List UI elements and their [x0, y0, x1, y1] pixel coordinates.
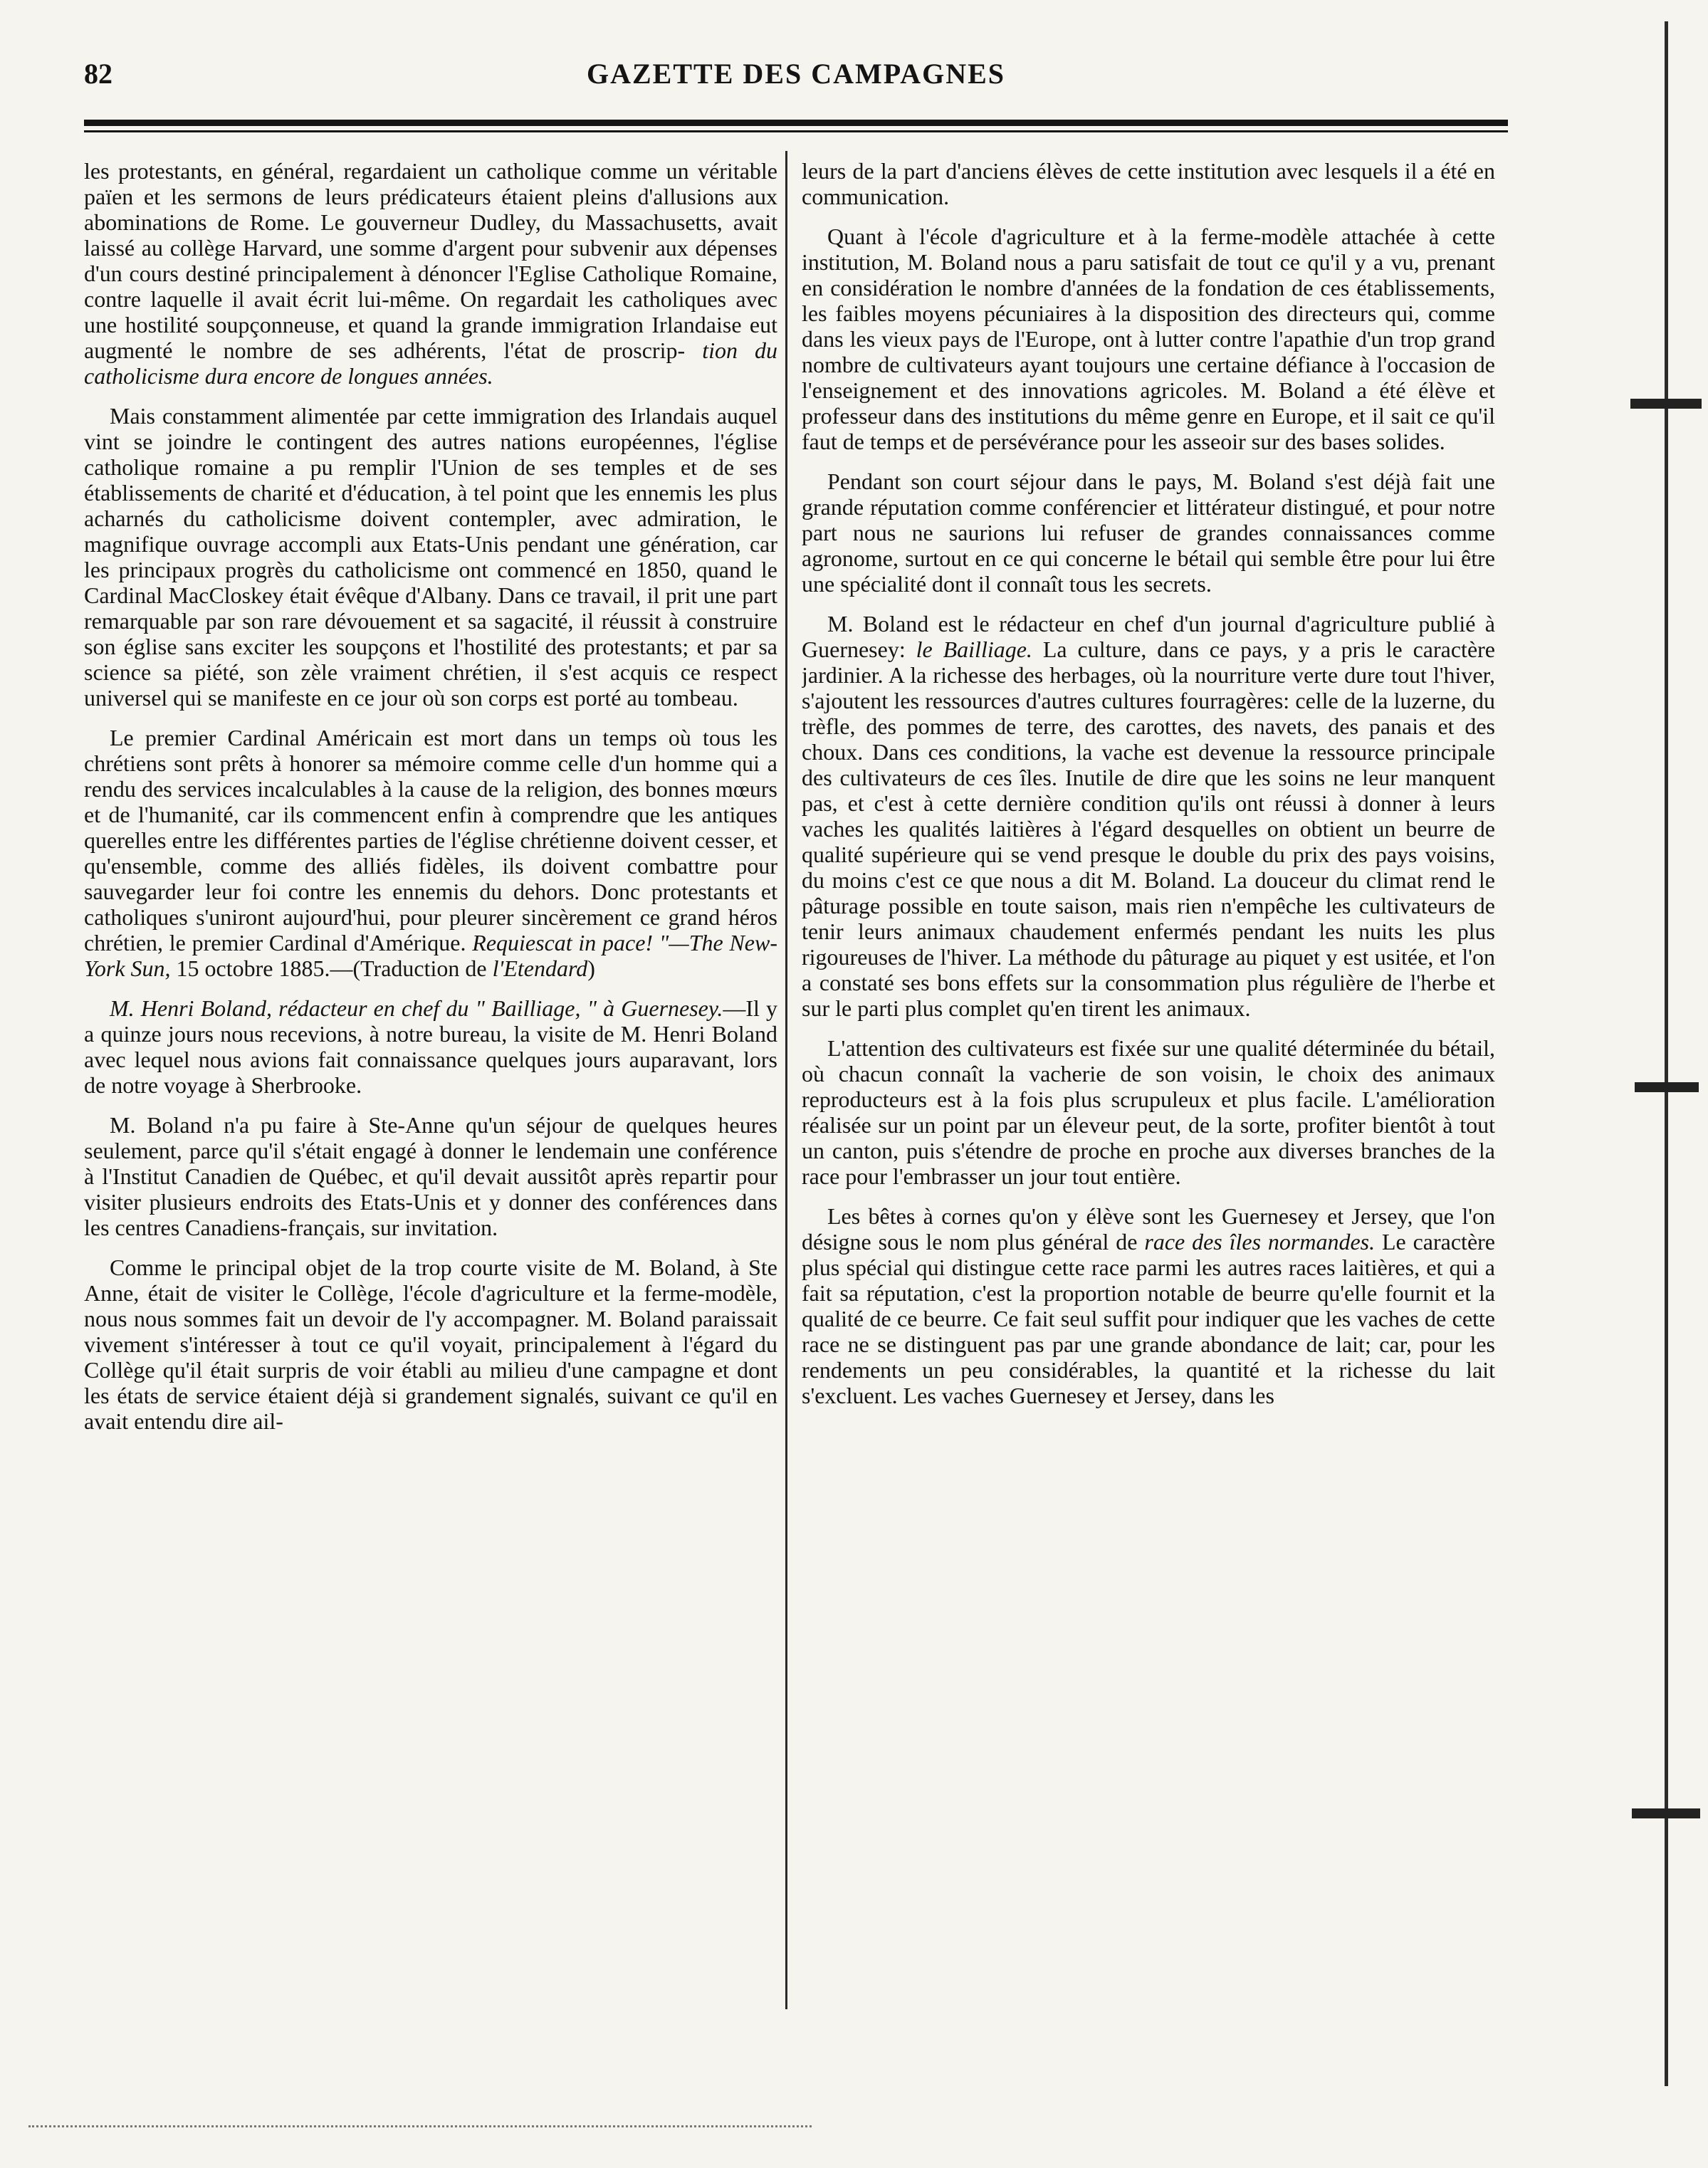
column-divider — [785, 151, 787, 2009]
paragraph — [84, 725, 777, 981]
left-column — [84, 158, 777, 2038]
header-rule-thin — [84, 130, 1508, 132]
bottom-edge-noise — [28, 2125, 812, 2130]
paragraph: M. Boland n'a pu faire à Ste-Anne qu'un séjour de quelques heures seulement, parce qu'il s'était engagé à donner le lendemain une conférence à l'Institut Canadien de Québec, et qu'il devait aussitôt après repartir pour visiter plusieurs endroits des Etats-Unis et y donner des conférences dans les centres Canadiens-français, sur invitation. — [84, 1112, 777, 1240]
paragraph: Comme le principal objet de la trop courte visite de M. Boland, à Ste Anne, était de visiter le Collège, l'école d'agriculture et la ferme-modèle, nous nous sommes fait un devoir de l'y accompagner. M. Boland paraissait vivement s'intéresser à tout ce qu'il voyait, principalement à l'égard du Collège qu'il était surpris de voir établi au milieu d'une campagne et dont les états de service étaient déjà si grandement signalés, suivant ce qu'il en avait entendu dire ail- — [84, 1255, 777, 1434]
binding-mark — [1630, 399, 1702, 409]
paragraph-text: 15 octobre 1885.—(Traduction de — [176, 955, 487, 981]
paragraph: Quant à l'école d'agriculture et à la ferme-modèle attachée à cette institution, M. Boland nous a paru satisfait de tout ce qu'il y a vu, prenant en considération le nombre d'années de la fondation de ces établissements, les faibles moyens pécuniaires à la disposition des directeurs qui, comme dans les vieux pays de l'Europe, ont à lutter contre l'apathie d'un trop grand nombre de cultivateurs ayant toujours une certaine défiance à l'occasion de l'enseignement et des innovations agricoles. M. Boland a été élève et professeur dans des institutions du même genre en Europe, et il sait ce qu'il faut de temps et de persévérance pour les asseoir sur des bases solides. — [802, 224, 1495, 454]
article-heading: M. Henri Boland, rédacteur en chef du " Bailliage, " à Guernesey. — [110, 995, 723, 1021]
paragraph — [84, 158, 777, 389]
italic-text: tion du catholicisme dura encore de longues années. — [84, 337, 777, 389]
paragraph-text: —Il y a quinze jours nous recevions, à notre bureau, la visite de M. Henri Boland avec lequel nous avions fait connaissance quelques jours auparavant, lors de notre voyage à Sherbrooke. — [84, 995, 777, 1098]
paragraph-text: M. Boland est le rédacteur en chef d'un journal d'agriculture publié à Guernesey: — [802, 611, 1495, 662]
header-rule-thick — [84, 120, 1508, 126]
journal-title: le Bailliage. — [916, 637, 1032, 662]
paragraph-text: Le caractère plus spécial qui distingue cette race parmi les autres races laitières, et qui a fait sa réputation, c'est la proportion notable de beurre qu'elle fournit et la qualité de ce beurre. Ce fait seul suffit pour indiquer que les vaches de cette race ne se distinguent pas par une grande abondance de lait; car, pour les rendements un peu considérables, la quantité et la richesse du lait s'excluent. Les vaches Guernesey et Jersey, dans les — [802, 1229, 1495, 1408]
paragraph: Pendant son court séjour dans le pays, M. Boland s'est déjà fait une grande réputation comme conférencier et littérateur distingué, et pour notre part nous ne saurions lui refuser de grandes connaissances comme agronome, surtout en ce qui concerne le bétail qui semble être pour lui être une spécialité dont il connaît tous les secrets. — [802, 468, 1495, 597]
paragraph: Mais constamment alimentée par cette immigration des Irlandais auquel vint se joindre le contingent des autres nations européennes, l'église catholique romaine a pu remplir l'Union de ses temples et de ses établissements de charité et d'éducation, à tel point que les ennemis les plus acharnés du catholicisme doivent contempler, avec admiration, le magnifique ouvrage accompli aux Etats-Unis pendant une génération, car les principaux progrès du catholicisme ont commencé en 1850, quand le Cardinal MacCloskey était évêque d'Albany. Dans ce travail, il prit une part remarquable par son rare dévouement et sa sagacité, il réussit à construire son église sans exciter les soupçons et l'hostilité des protestants; et par sa science sa piété, son zèle vraiment chrétien, il s'est acquis ce respect universel qui se manifeste en ce jour où son corps est porté au tombeau. — [84, 403, 777, 711]
paragraph — [802, 611, 1495, 1021]
paragraph-text: Le premier Cardinal Américain est mort dans un temps où tous les chrétiens sont prêts à honorer sa mémoire comme celle d'un homme qui a rendu des services incalculables à la cause de la religion, des bonnes mœurs et de l'humanité, car ils commencent enfin à comprendre que les antiques querelles entre les différentes parties de l'église chrétienne doivent cesser, et qu'ensemble, comme des alliés fidèles, ils doivent combattre pour sauvegarder leur foi contre les ennemis du dehors. Donc protestants et catholiques s'uniront aujourd'hui, pour pleurer sincèrement ce grand héros chrétien, le premier Cardinal d'Amérique. — [84, 725, 777, 955]
article-heading-paragraph — [84, 995, 777, 1098]
italic-text: race des îles normandes. — [1144, 1229, 1376, 1255]
binding-edge-line — [1665, 21, 1668, 2086]
paragraph-text: Les bêtes à cornes qu'on y élève sont les Guernesey et Jersey, que l'on désigne sous le nom plus général de — [802, 1203, 1495, 1255]
paragraph-text: La culture, dans ce pays, y a pris le caractère jardinier. A la richesse des herbages, où la nourriture verte dure tout l'hiver, s'ajoutent les ressources d'autres cultures fourragères: celle de la luzerne, du trèfle, des pommes de terre, des carottes, des navets, des panais et des choux. Dans ces conditions, la vache est devenue la ressource principale des cultivateurs de ces îles. Inutile de dire que les soins ne leur manquent pas, et c'est à cette dernière condition qu'ils ont réussi à donner à leurs vaches les qualités laitières à l'égard desquelles on obtient un beurre de qualité supérieure qui se vend presque le double du prix des pays voisins, du moins c'est ce que nous a dit M. Boland. La douceur du climat rend le pâturage possible en toute saison, mais rien n'empêche les cultivateurs de tenir leurs animaux chaudement enfermés pendant les nuits les plus rigoureuses de l'hiver. La méthode du pâturage au piquet y est usitée, et l'on a constaté ses bons effets sur la consommation plus régulière de l'herbe et sur le parti plus complet qu'en tirent les animaux. — [802, 637, 1495, 1021]
page-number: 82 — [84, 58, 112, 90]
binding-mark — [1635, 1082, 1699, 1092]
running-title: GAZETTE DES CAMPAGNES — [586, 58, 1005, 90]
right-column — [802, 158, 1495, 2038]
closing-paren: ) — [587, 955, 595, 981]
paragraph: leurs de la part d'anciens élèves de cette institution avec lesquels il a été en communication. — [802, 158, 1495, 209]
source-title: l'Etendard — [492, 955, 588, 981]
binding-mark — [1632, 1808, 1700, 1818]
paragraph — [802, 1203, 1495, 1408]
paragraph-text: les protestants, en général, regardaient un catholique comme un véritable païen et les sermons de leurs prédicateurs étaient pleins d'allusions aux abominations de Rome. Le gouverneur Dudley, du Massachusetts, avait laissé au collège Harvard, une somme d'argent pour subvenir aux dépenses d'un cours destiné principalement à dénoncer l'Eglise Catholique Romaine, contre laquelle il avait écrit lui-même. On regardait les catholiques avec une hostilité soupçonneuse, et quand la grande immigration Irlandaise eut augmenté le nombre de ses adhérents, l'état de proscrip- — [84, 158, 777, 363]
paragraph: L'attention des cultivateurs est fixée sur une qualité déterminée du bétail, où chacun connaît la vacherie de son voisin, le choix des animaux reproducteurs est à la fois plus scrupuleux et plus facile. L'amélioration réalisée sur un point par un éleveur peut, de la sorte, profiter bientôt à tout un canton, puis s'étendre de proche en proche aux diverses branches de la race pour l'embrasser un jour tout entière. — [802, 1035, 1495, 1189]
page-header — [84, 57, 1508, 100]
latin-quote: Requiescat in pace! "—The New-York Sun, — [84, 930, 777, 981]
